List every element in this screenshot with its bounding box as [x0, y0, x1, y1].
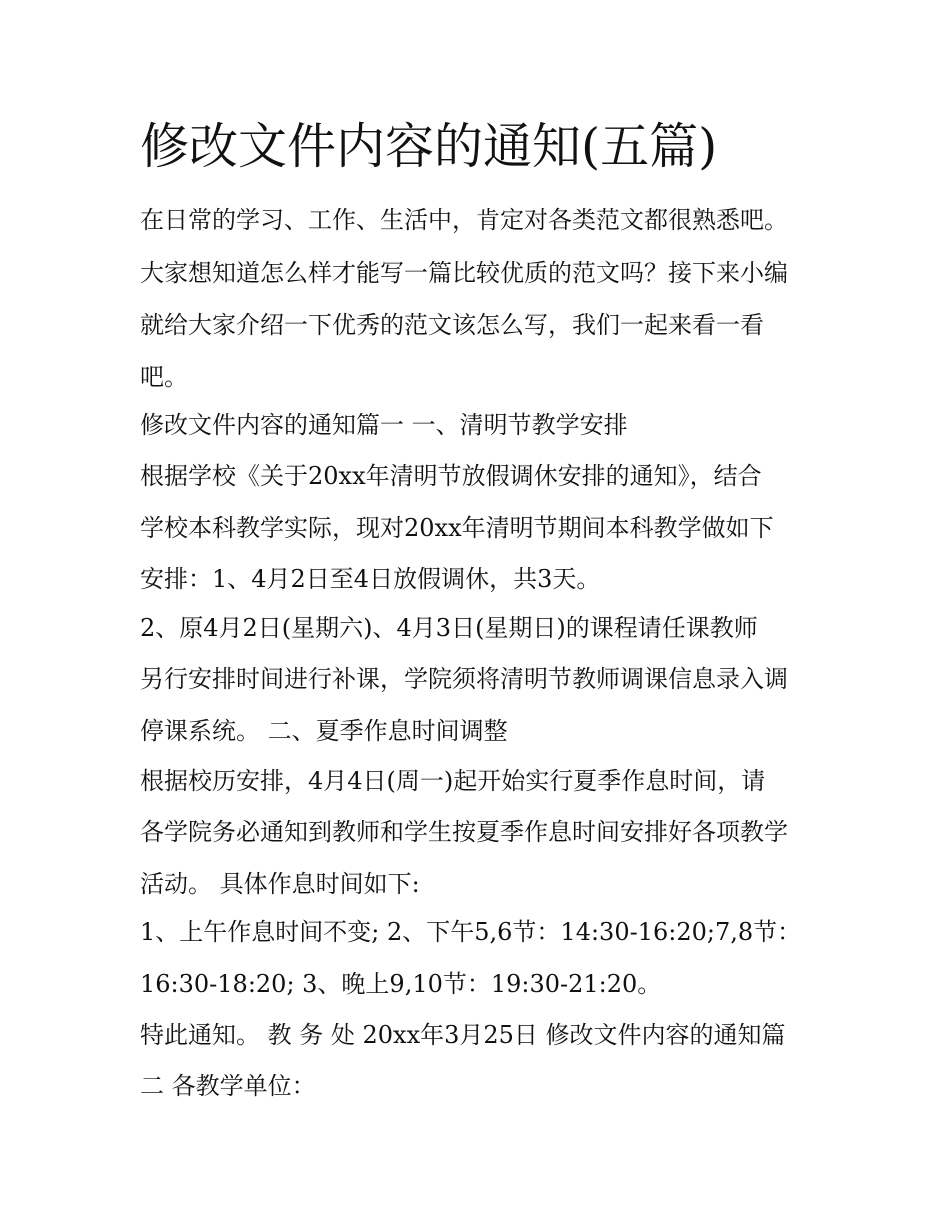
- body-line-12: 根据校历安排，4月4日(周一)起开始实行夏季作息时间，请: [140, 767, 766, 795]
- body-line-15: 1、上午作息时间不变; 2、下午5,6节：14:30-16:20;7,8节：: [140, 918, 802, 946]
- body-line-16: 16:30-18:20; 3、晚上9,10节：19:30-21:20。: [140, 970, 662, 998]
- body-line-18: 二 各教学单位：: [140, 1072, 316, 1100]
- body-line-4: 吧。: [140, 363, 188, 391]
- body-line-1: 在日常的学习、工作、生活中，肯定对各类范文都很熟悉吧。: [140, 206, 788, 234]
- body-line-2: 大家想知道怎么样才能写一篇比较优质的范文吗？接下来小编: [140, 259, 788, 287]
- body-line-14: 活动。 具体作息时间如下:: [140, 870, 420, 898]
- document-title: 修改文件内容的通知(五篇): [140, 118, 718, 175]
- body-line-11: 停课系统。 二、夏季作息时间调整: [140, 717, 508, 745]
- body-line-7: 学校本科教学实际，现对20xx年清明节期间本科教学做如下: [140, 514, 774, 542]
- body-line-5: 修改文件内容的通知篇一 一、清明节教学安排: [140, 411, 628, 439]
- body-line-9: 2、原4月2日(星期六)、4月3日(星期日)的课程请任课教师: [140, 614, 758, 642]
- body-line-3: 就给大家介绍一下优秀的范文该怎么写，我们一起来看一看: [140, 311, 764, 339]
- body-line-17: 特此通知。 教 务 处 20xx年3月25日 修改文件内容的通知篇: [140, 1021, 786, 1049]
- body-line-13: 各学院务必通知到教师和学生按夏季作息时间安排好各项教学: [140, 818, 788, 846]
- body-line-8: 安排：1、4月2日至4日放假调休，共3天。: [140, 565, 601, 593]
- body-line-6: 根据学校《关于20xx年清明节放假调休安排的通知》，结合: [140, 462, 762, 490]
- body-line-10: 另行安排时间进行补课，学院须将清明节教师调课信息录入调: [140, 665, 788, 693]
